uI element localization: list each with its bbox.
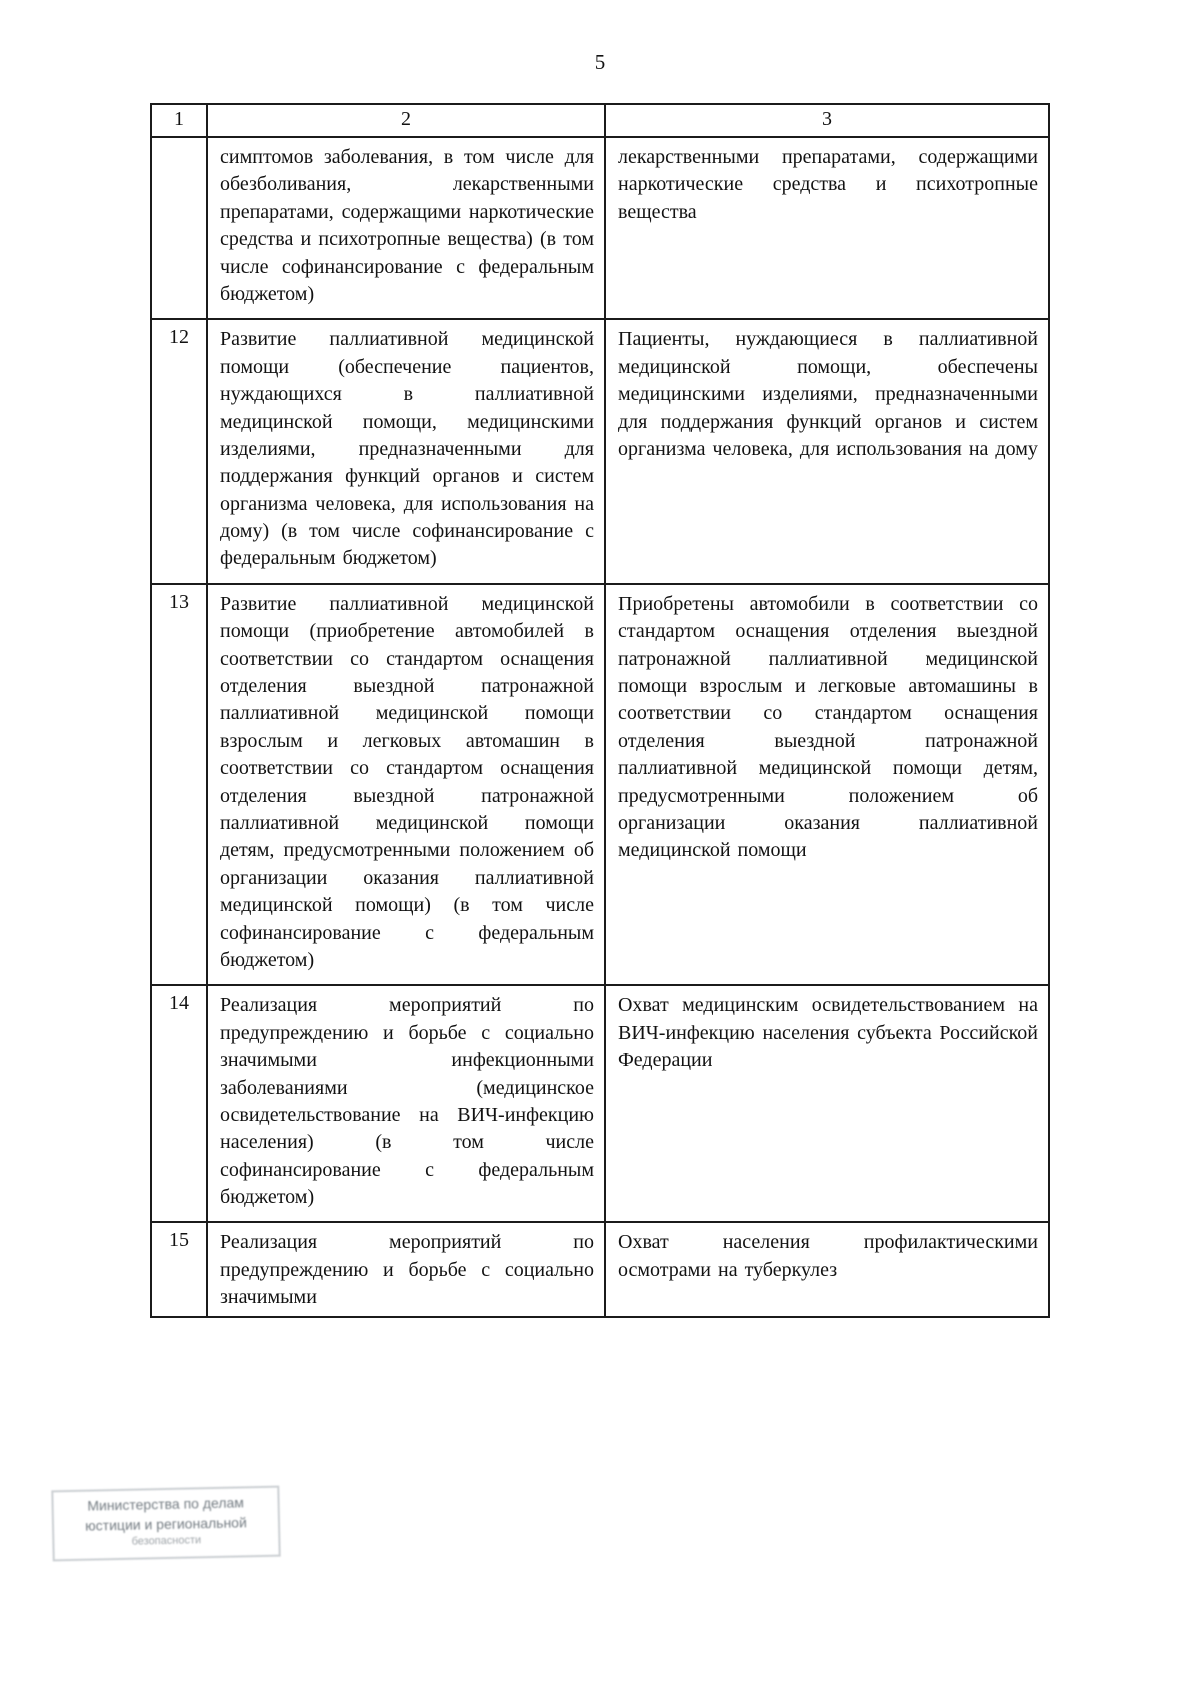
- table-row: [151, 584, 1049, 985]
- row-measure-text: Развитие паллиативной медицинской помощи (обеспечение пациентов, нуждающихся в паллиативной медицинской помощи, медицинскими изделиями, предназначенными для поддержания функций органов и систем организма человека, для использования на дому) (в том числе софинансирование с федеральным бюджетом): [207, 319, 605, 584]
- table-row: [151, 985, 1049, 1222]
- row-number: 15: [151, 1222, 207, 1316]
- table-row: [151, 137, 1049, 319]
- row-number: [151, 137, 207, 319]
- table-row: [151, 1222, 1049, 1316]
- row-result-text: лекарственными препаратами, содержащими наркотические средства и психотропные вещества: [605, 137, 1049, 319]
- row-number: 12: [151, 319, 207, 584]
- row-number: 14: [151, 985, 207, 1222]
- row-measure-text: Реализация мероприятий по предупреждению и борьбе с социально значимыми: [207, 1222, 605, 1316]
- document-table: [150, 103, 1050, 1318]
- table-header-col3: 3: [605, 104, 1049, 137]
- ministry-stamp: [51, 1486, 280, 1561]
- stamp-line-3: безопасности: [131, 1534, 202, 1548]
- row-result-text: Охват медицинским освидетельствованием на ВИЧ-инфекцию населения субъекта Российской Федерации: [605, 985, 1049, 1222]
- row-result-text: Пациенты, нуждающиеся в паллиативной медицинской помощи, обеспечены медицинскими изделиями, предназначенными для поддержания функций органов и систем организма человека, для использования на дому: [605, 319, 1049, 584]
- page-number: 5: [594, 50, 606, 74]
- stamp-line-2: юстиции и региональной: [85, 1513, 247, 1534]
- table-header-col2: 2: [207, 104, 605, 137]
- row-result-text: Охват населения профилактическими осмотрами на туберкулез: [605, 1222, 1049, 1316]
- stamp-line-1: Министерства по делам: [87, 1494, 245, 1514]
- row-number: 13: [151, 584, 207, 985]
- row-measure-text: симптомов заболевания, в том числе для обезболивания, лекарственными препаратами, содержащими наркотические средства и психотропные вещества) (в том числе софинансирование с федеральным бюджетом): [207, 137, 605, 319]
- row-measure-text: Развитие паллиативной медицинской помощи (приобретение автомобилей в соответствии со стандартом оснащения отделения выездной патронажной паллиативной медицинской помощи взрослым и легковых автомашин в соответствии со стандартом оснащения отделения выездной патронажной паллиативной медицинской помощи детям, предусмотренными положением об организации оказания паллиативной медицинской помощи) (в том числе софинансирование с федеральным бюджетом): [207, 584, 605, 985]
- table-header-col1: 1: [151, 104, 207, 137]
- table-row: [151, 319, 1049, 584]
- row-measure-text: Реализация мероприятий по предупреждению и борьбе с социально значимыми инфекционными заболеваниями (медицинское освидетельствование на ВИЧ-инфекцию населения) (в том числе софинансирование с федеральным бюджетом): [207, 985, 605, 1222]
- table-header-row: [151, 104, 1049, 137]
- row-result-text: Приобретены автомобили в соответствии со стандартом оснащения отделения выездной патронажной паллиативной медицинской помощи взрослым и легковые автомашины в соответствии со стандартом оснащения отделения выездной патронажной паллиативной медицинской помощи детям, предусмотренными положением об организации оказания паллиативной медицинской помощи: [605, 584, 1049, 985]
